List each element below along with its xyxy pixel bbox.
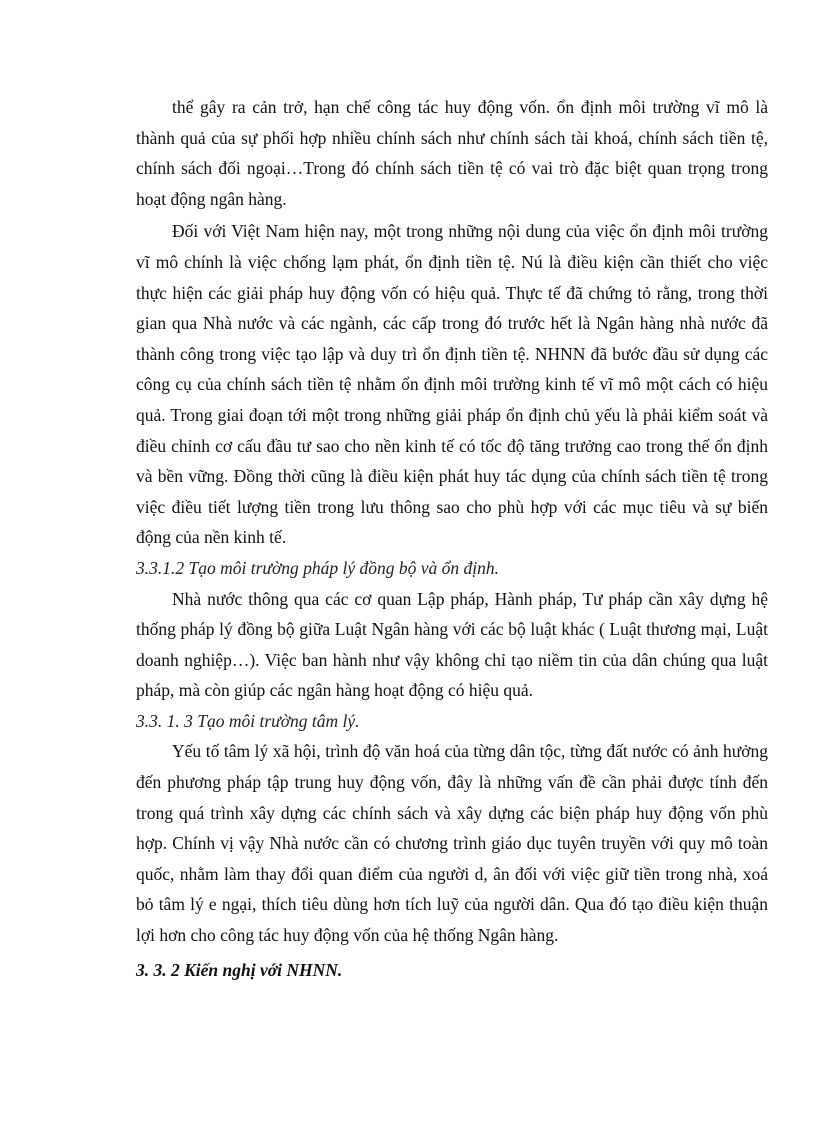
document-page [136, 92, 768, 985]
paragraph-legal-environment: Nhà nước thông qua các cơ quan Lập pháp, Hành pháp, Tư pháp cần xây dựng hệ thống pháp lý đồng bộ giữa Luật Ngân hàng với các bộ luật khác ( Luật thương mại, Luật doanh nghiệp…). Việc ban hành như vậy không chỉ tạo niềm tin của dân chúng qua luật pháp, mà còn giúp các ngân hàng hoạt động có hiệu quả. [136, 588, 768, 701]
paragraph-psychological-environment: Yếu tố tâm lý xã hội, trình độ văn hoá của từng dân tộc, từng đất nước có ảnh hưởng đến phương pháp tập trung huy động vốn, đây là những vấn đề cần phải được tính đến trong quá trình xây dựng các chính sách và xây dựng các biện pháp huy động vốn phù hợp. Chính vị vậy Nhà nước cần có chương trình giáo dục tuyên truyền với quy mô toàn quốc, nhằm làm thay đổi quan điểm của người d, ân đối với việc giữ tiền trong nhà, xoá bỏ tâm lý e ngại, thích tiêu dùng hơn tích luỹ của người dân. Qua đó tạo điều kiện thuận lợi hơn cho công tác huy động vốn của hệ thống Ngân hàng. [136, 741, 768, 946]
paragraph-vietnam-inflation: Đối với Việt Nam hiện nay, một trong những nội dung của việc ổn định môi trường vĩ mô chính là việc chống lạm phát, ổn định tiền tệ. Nú là điều kiện cần thiết cho việc thực hiện các giải pháp huy động vốn có hiệu quả. Thực tế đã chứng tỏ rằng, trong thời gian qua Nhà nước và các ngành, các cấp trong đó trước hết là Ngân hàng nhà nước đã thành công trong việc tạo lập và duy trì ổn định tiền tệ. NHNN đã bước đầu sử dụng các công cụ của chính sách tiền tệ nhằm ổn định môi trường kinh tế vĩ mô một cách có hiệu quả. Trong giai đoạn tới một trong những giải pháp ổn định chủ yếu là phải kiểm soát và điều chỉnh cơ cấu đầu tư sao cho nền kinh tế có tốc độ tăng trưởng cao trong thế ổn định và bền vững. Đồng thời cũng là điều kiện phát huy tác dụng của chính sách tiền tệ trong việc điều tiết lượng tiền trong lưu thông sao cho phù hợp với các mục tiêu và sự biến động của nền kinh tế. [136, 221, 768, 548]
section-heading-3-3-2: 3. 3. 2 Kiến nghị với NHNN. [136, 959, 343, 980]
section-heading-3-3-1-3: 3.3. 1. 3 Tạo môi trường tâm lý. [136, 710, 360, 731]
paragraph-macro-stability: thể gây ra cản trở, hạn chế công tác huy động vốn. ổn định môi trường vĩ mô là thành quả của sự phối hợp nhiều chính sách như chính sách tài khoá, chính sách tiền tệ, chính sách đối ngoại…Trong đó chính sách tiền tệ có vai trò đặc biệt quan trọng trong hoạt động ngân hàng. [136, 97, 768, 209]
section-heading-3-3-1-2: 3.3.1.2 Tạo môi trường pháp lý đồng bộ và ổn định. [136, 557, 500, 578]
